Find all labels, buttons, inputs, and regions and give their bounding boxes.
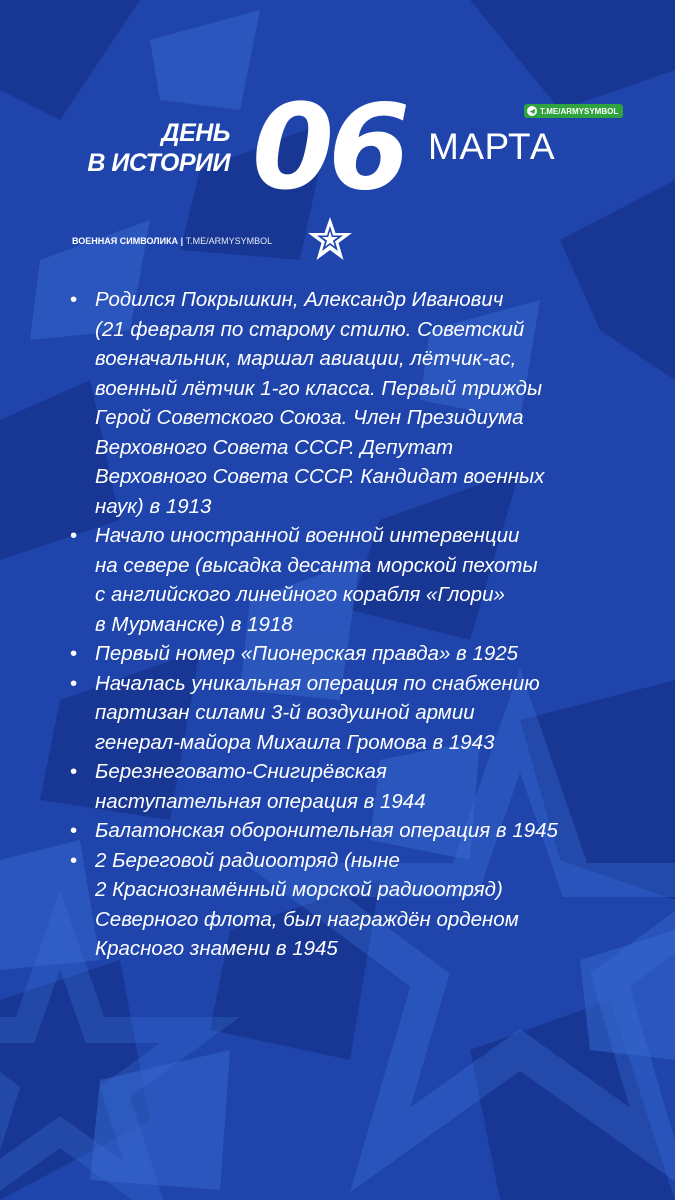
event-item: • Родился Покрышкин, Александр Иванович (21 февраля по старому стилю. Советский военачальник, маршал авиации, лётчик-ас, военный лётчик 1-го класса. Первый трижды Герой Советского Союза. Член Президиума Верховного Совета СССР. Депутат Верховного Совета СССР. Кандидат военных наук) в 1913 <box>70 285 630 521</box>
source-name: ВОЕННАЯ СИМВОЛИКА <box>72 236 179 246</box>
month-label: МАРТА <box>428 126 556 167</box>
event-item: • Началась уникальная операция по снабжению партизан силами 3-й воздушной армии генерал-майора Михаила Громова в 1943 <box>70 669 630 758</box>
telegram-badge[interactable] <box>524 104 623 118</box>
day-number: 06 <box>252 78 405 216</box>
event-item: • Первый номер «Пионерская правда» в 1925 <box>70 639 630 669</box>
events-list <box>70 285 630 964</box>
source-handle: T.ME/ARMYSYMBOL <box>185 236 273 246</box>
event-item: • Балатонская оборонительная операция в 1945 <box>70 816 630 846</box>
header <box>0 0 675 280</box>
day-in-history-label: ДЕНЬ В ИСТОРИИ <box>87 119 230 177</box>
event-item: • 2 Береговой радиоотряд (ныне 2 Краснознамённый морской радиоотряд) Северного флота, был награждён орденом Красного знамени в 1945 <box>70 846 630 964</box>
source-separator: | <box>180 236 184 246</box>
army-star-emblem-icon <box>306 216 354 262</box>
source-line <box>72 236 272 246</box>
event-item: • Березнеговато-Снигирёвская наступательная операция в 1944 <box>70 757 630 816</box>
telegram-icon <box>527 106 537 116</box>
event-item: • Начало иностранной военной интервенции на севере (высадка десанта морской пехоты с английского линейного корабля «Глори» в Мурманске) в 1918 <box>70 521 630 639</box>
telegram-handle: T.ME/ARMYSYMBOL <box>540 106 619 116</box>
